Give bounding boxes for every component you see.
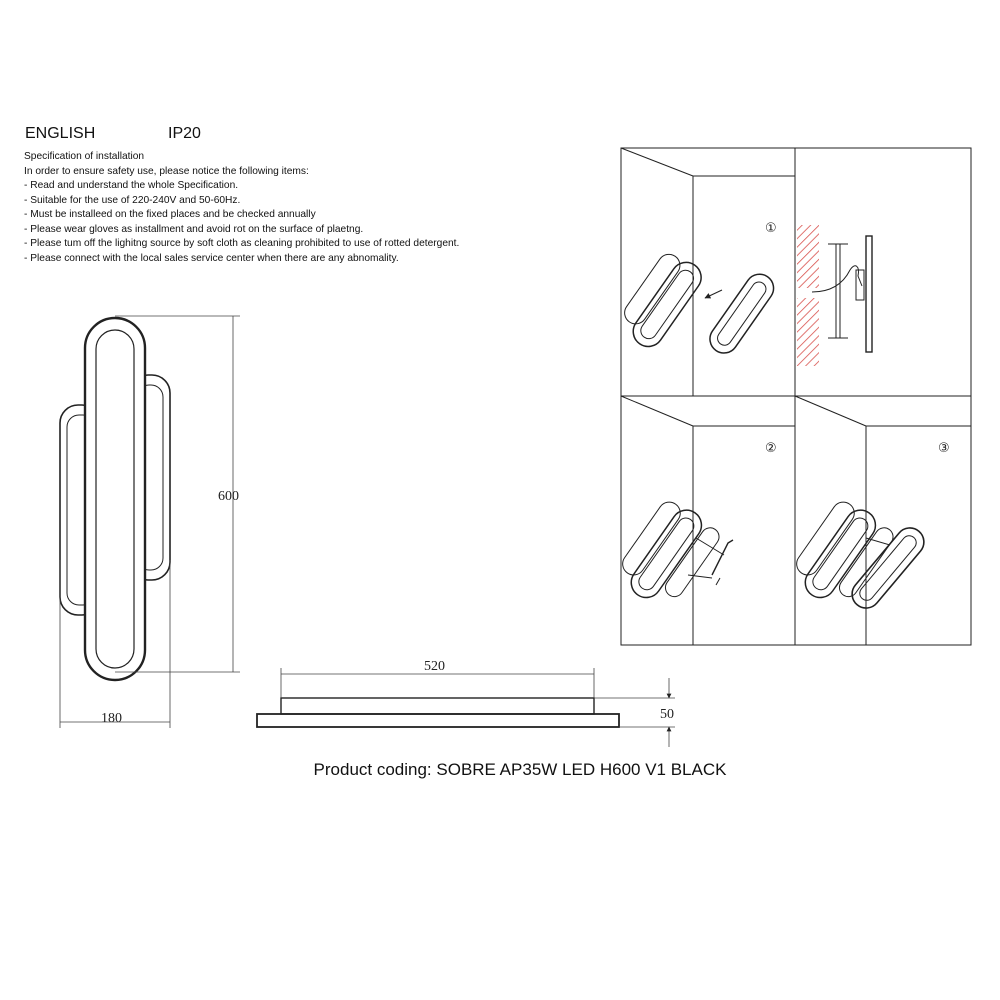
spec-title: Specification of installation bbox=[24, 151, 145, 162]
side-top-plate bbox=[281, 698, 594, 714]
step-3-panel bbox=[785, 396, 971, 645]
step-1-number: ① bbox=[765, 221, 777, 236]
spec-line: - Please connect with the local sales service center when there are any abnomality. bbox=[24, 252, 399, 264]
step-2-panel bbox=[611, 396, 795, 645]
ip-rating-label: IP20 bbox=[168, 125, 201, 142]
length-dimension-label: 520 bbox=[424, 659, 445, 674]
language-label: ENGLISH bbox=[25, 125, 96, 142]
front-view bbox=[60, 318, 170, 680]
spec-line: - Must be installeed on the fixed places and be checked annually bbox=[24, 209, 316, 220]
main-body bbox=[85, 318, 145, 680]
width-dimension-label: 180 bbox=[101, 711, 122, 726]
spec-line: - Please tum off the lighitng source by soft cloth as cleaning prohibited to use of rotted detergent. bbox=[24, 238, 460, 249]
step-3-number: ③ bbox=[938, 441, 950, 456]
height-dimension-label: 600 bbox=[218, 489, 239, 504]
step-2-number: ② bbox=[765, 441, 777, 456]
step-1-panel bbox=[613, 148, 872, 396]
side-view bbox=[257, 698, 619, 727]
product-coding: Product coding: SOBRE AP35W LED H600 V1 BLACK bbox=[313, 760, 727, 779]
spec-line: - Please wear gloves as installment and avoid rot on the surface of plaetng. bbox=[24, 223, 364, 235]
side-bottom-plate bbox=[257, 714, 619, 727]
depth-dimension-label: 50 bbox=[660, 707, 674, 722]
spec-line: - Suitable for the use of 220-240V and 50-60Hz. bbox=[24, 194, 241, 206]
spec-line: - Read and understand the whole Specification. bbox=[24, 180, 239, 191]
spec-line: In order to ensure safety use, please notice the following items: bbox=[24, 165, 309, 177]
